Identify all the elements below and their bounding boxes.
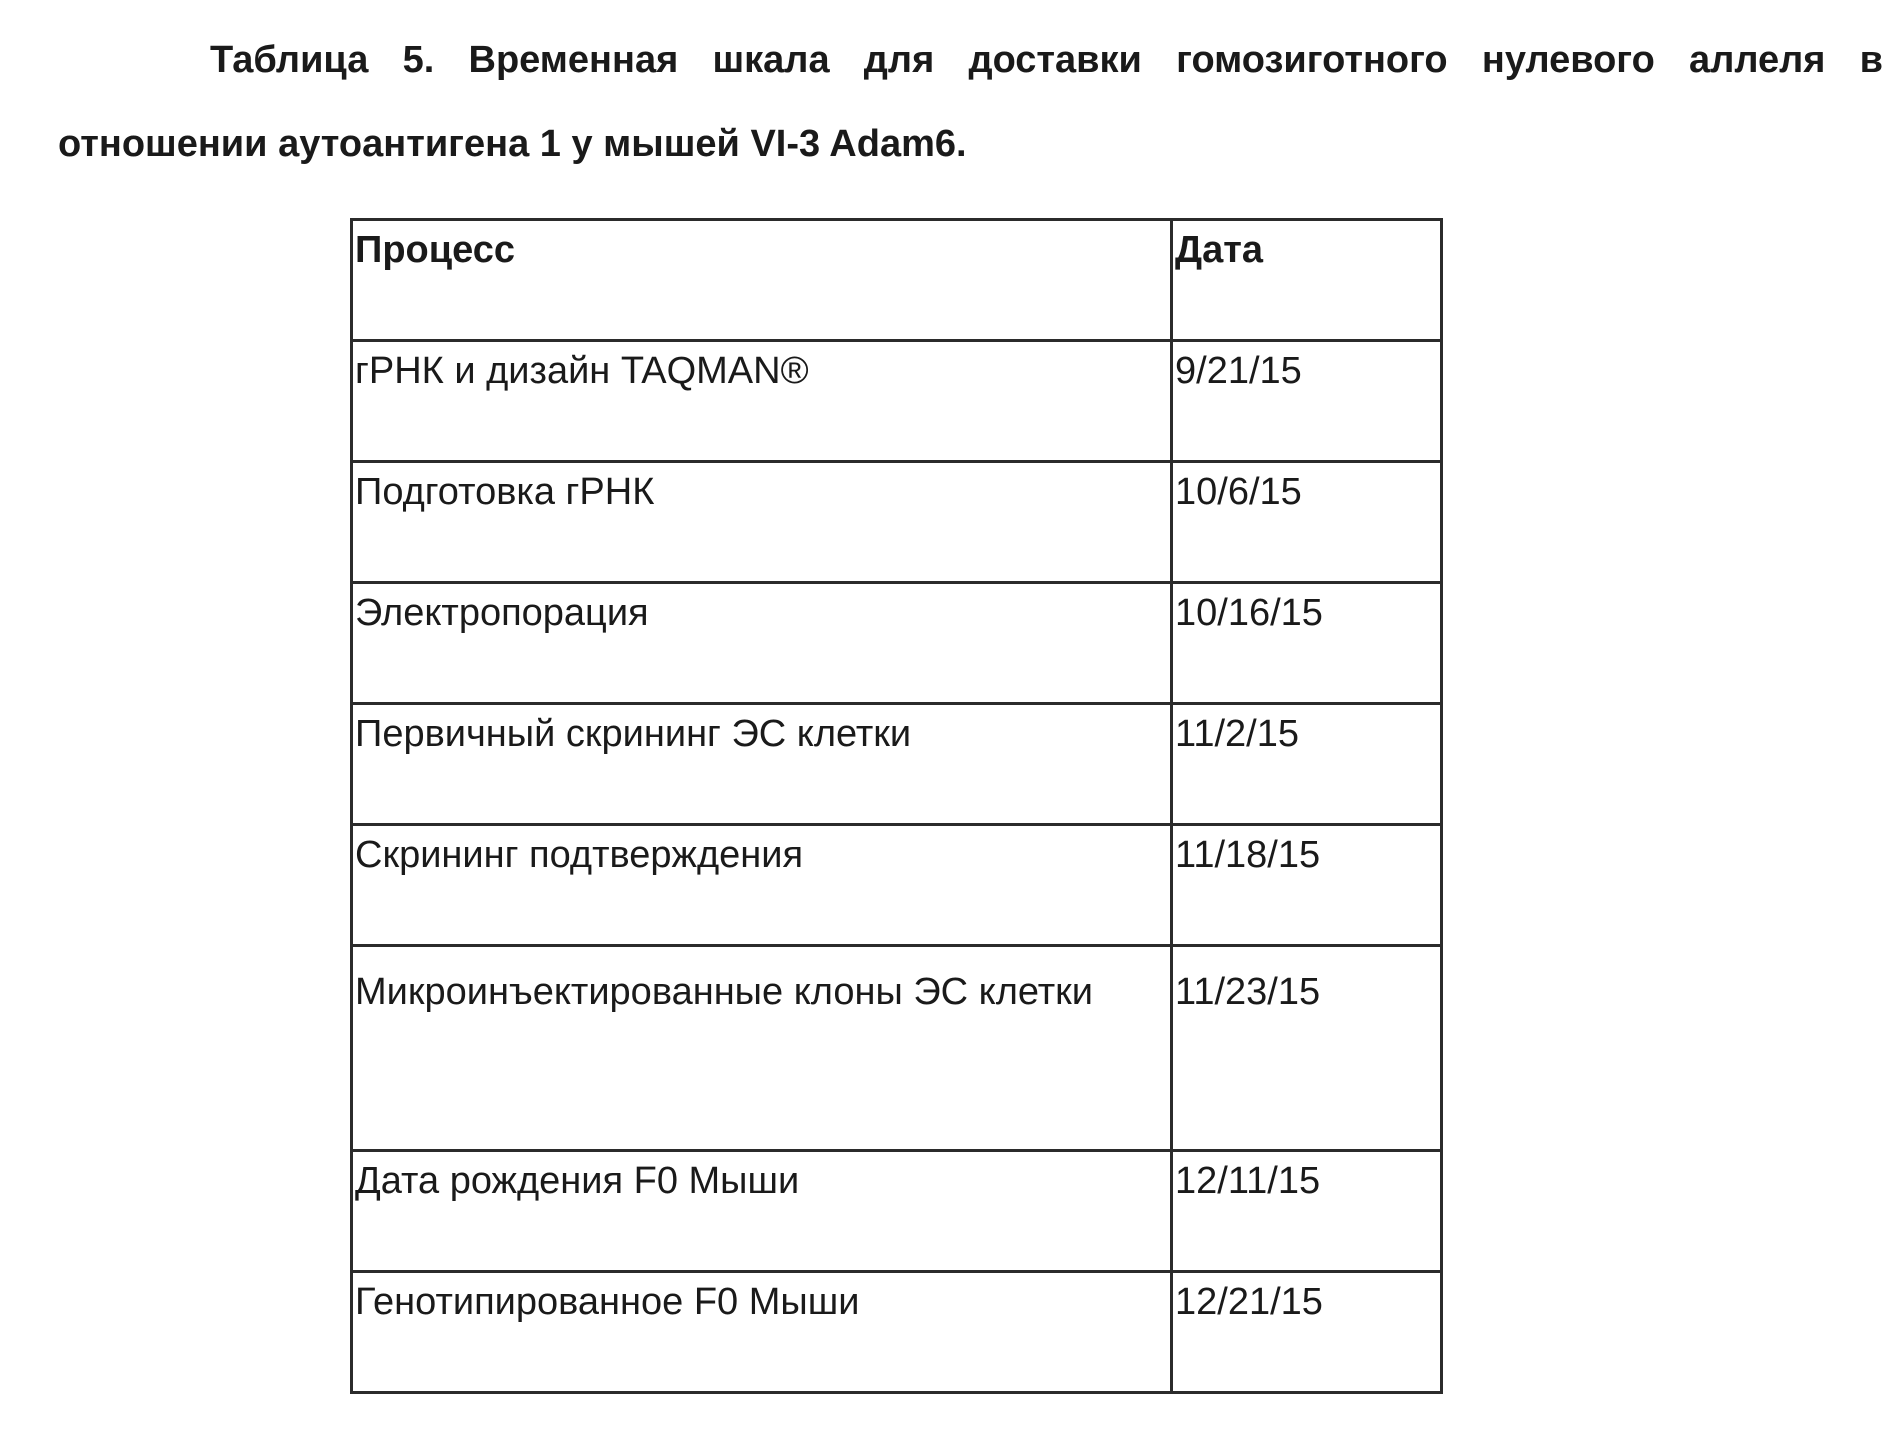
- table-row: [352, 583, 1442, 704]
- process-cell: Дата рождения F0 Мыши: [352, 1151, 1172, 1272]
- table-row: [352, 462, 1442, 583]
- date-cell: 10/16/15: [1172, 583, 1442, 704]
- process-cell: Подготовка гРНК: [352, 462, 1172, 583]
- table-row: [352, 1272, 1442, 1393]
- date-cell: 10/6/15: [1172, 462, 1442, 583]
- date-cell: 11/18/15: [1172, 825, 1442, 946]
- table-row: [352, 825, 1442, 946]
- header-date: Дата: [1172, 220, 1442, 341]
- table-row: [352, 341, 1442, 462]
- table-caption: Таблица 5. Временная шкала для доставки гомозиготного нулевого аллеля в отношении аутоантигена 1 у мышей VI-3 Adam6.: [58, 39, 1883, 165]
- process-cell: Скрининг подтверждения: [352, 825, 1172, 946]
- process-cell: гРНК и дизайн TAQMAN®: [352, 341, 1172, 462]
- date-cell: 11/23/15: [1172, 946, 1442, 1151]
- table-row: [352, 1151, 1442, 1272]
- process-cell: Первичный скрининг ЭС клетки: [352, 704, 1172, 825]
- date-cell: 12/11/15: [1172, 1151, 1442, 1272]
- table-row: [352, 704, 1442, 825]
- timeline-table: [350, 218, 1443, 1394]
- header-process: Процесс: [352, 220, 1172, 341]
- date-cell: 12/21/15: [1172, 1272, 1442, 1393]
- process-cell: Микроинъектированные клоны ЭС клетки: [352, 946, 1172, 1151]
- date-cell: 9/21/15: [1172, 341, 1442, 462]
- process-cell: Электропорация: [352, 583, 1172, 704]
- table-header-row: [352, 220, 1442, 341]
- process-cell: Генотипированное F0 Мыши: [352, 1272, 1172, 1393]
- table-row: [352, 946, 1442, 1151]
- date-cell: 11/2/15: [1172, 704, 1442, 825]
